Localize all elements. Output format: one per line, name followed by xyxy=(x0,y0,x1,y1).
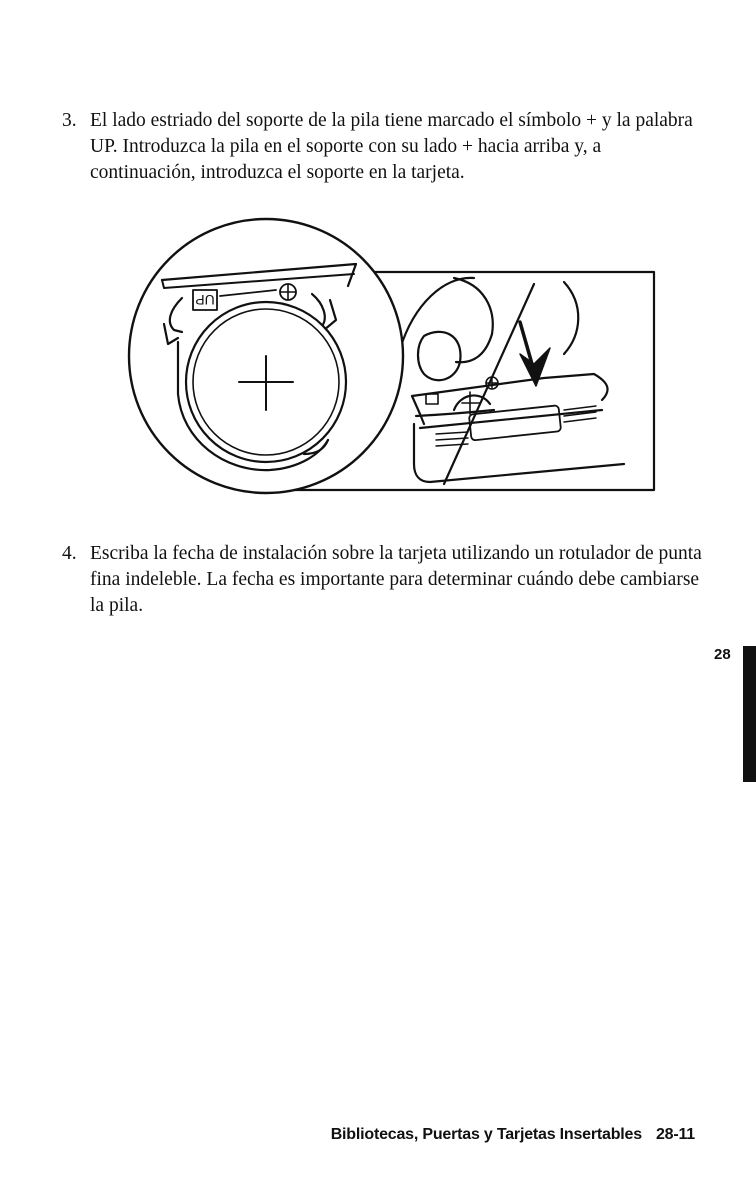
arrow-down-icon xyxy=(520,322,550,386)
step-4-number: 4. xyxy=(62,543,77,564)
footer-title: Bibliotecas, Puertas y Tarjetas Insertables xyxy=(330,1126,642,1143)
page-footer xyxy=(331,1126,695,1144)
up-label: UP xyxy=(195,292,215,308)
page-number: 28-11 xyxy=(655,1126,695,1143)
step-3-number: 3. xyxy=(62,110,77,131)
step-4-text: Escriba la fecha de instalación sobre la tarjeta utilizando un rotulador de punta fina indeleble. La fecha es importante para determinar cuándo debe cambiarse la pila. xyxy=(90,543,702,616)
chapter-tab-marker xyxy=(743,646,756,782)
step-3-text: El lado estriado del soporte de la pila tiene marcado el símbolo + y la palabra UP. Introduzca la pila en el soporte con su lado + hacia arriba y, a continuación, introduzca el soporte en la tarjeta. xyxy=(90,110,693,183)
battery-holder-illustration xyxy=(124,214,658,498)
magnified-view xyxy=(129,219,403,493)
step-3 xyxy=(62,108,702,186)
card-slot-holder xyxy=(412,374,624,482)
step-4 xyxy=(62,541,702,619)
finger-icon xyxy=(400,278,578,380)
chapter-tab-number: 28 xyxy=(714,646,731,663)
